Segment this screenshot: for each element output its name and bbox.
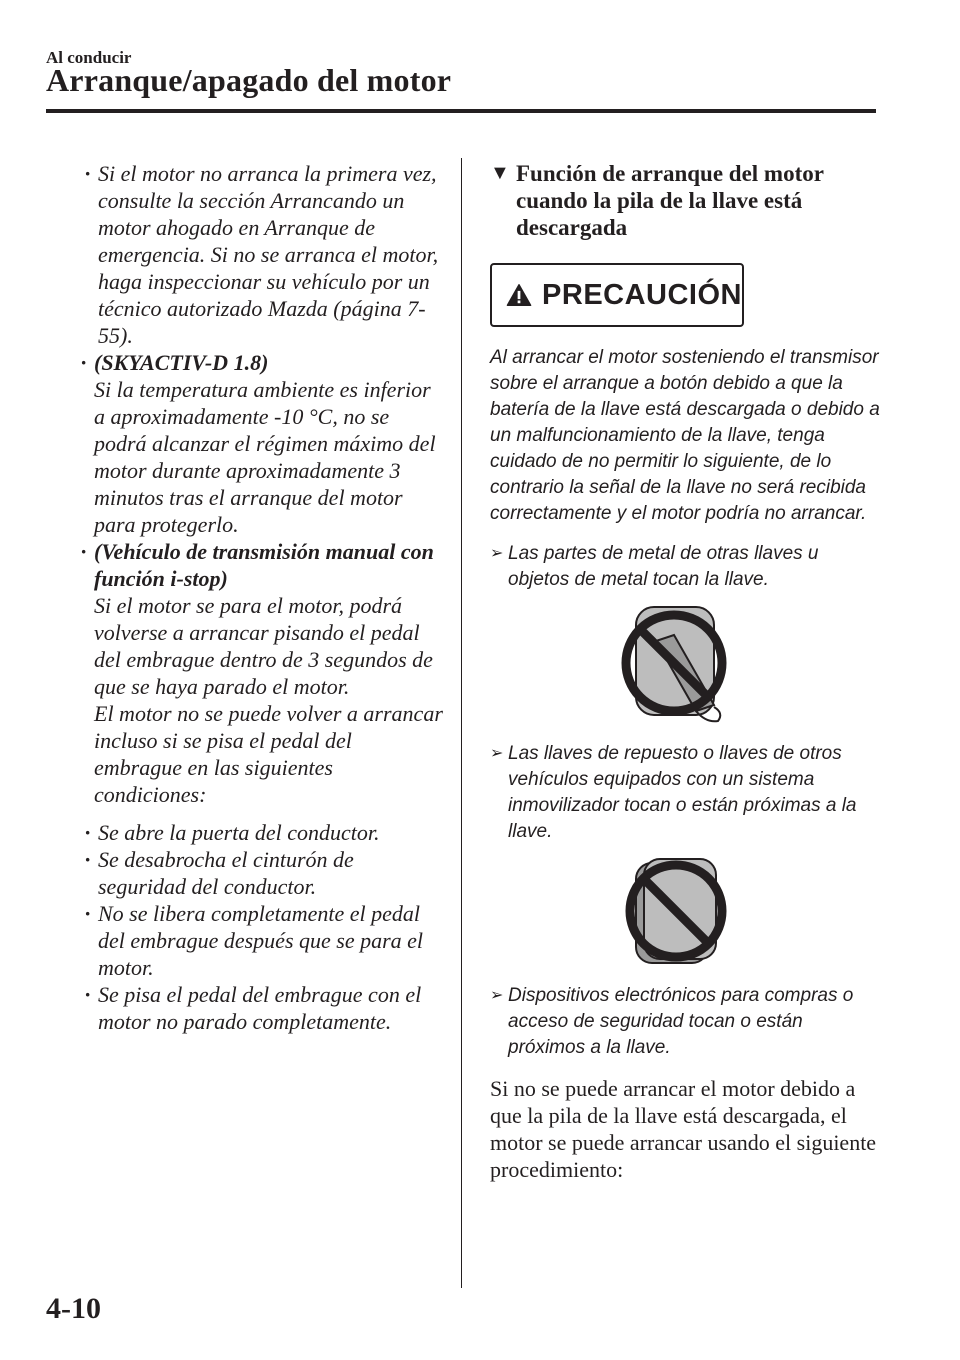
bullet-dot-icon: · [84, 982, 92, 1007]
section-heading: ▼ Función de arranque del motor cuando la pila de la llave está descargada [490, 161, 824, 240]
arrow-right-icon: ➢ [490, 987, 504, 1004]
bullet-dot-icon: · [84, 847, 92, 872]
bullet-dot-icon: · [80, 539, 88, 564]
bullet-manual-istop: · (Vehículo de transmisión manual con función i-stop) Si el motor se para el motor, podrá volverse a arrancar pisando el pedal del embrague dentro de 3 segundos de que se haya parado el motor. El motor no se puede volver a arrancar incluso si se pisa el pedal del embrague en las siguientes condiciones: [80, 539, 443, 807]
left-column [76, 160, 444, 1035]
sub-bullet-flooded: · Si el motor no arranca la primera vez, consulte la sección Arrancando un motor ahogado en Arranque de emergencia. Si no se arranca el motor, haga inspeccionar su vehículo por un técnico autorizado Mazda (página 7-55). [84, 161, 439, 348]
bullet-dot-icon: · [80, 350, 88, 375]
bullet-dot-icon: · [84, 901, 92, 926]
page-number: 4-10 [46, 1292, 101, 1325]
right-column [490, 160, 880, 1183]
condition-item: · Se desabrocha el cinturón de seguridad del conductor. [84, 847, 354, 899]
closing-paragraph: Si no se puede arrancar el motor debido a que la pila de la llave está descargada, el motor se puede arrancar usando el siguiente procedimiento: [490, 1076, 877, 1182]
section-label: Al conducir [46, 48, 132, 67]
caution-box [490, 263, 744, 327]
caution-item-electronic: ➢ Dispositivos electrónicos para compras o acceso de seguridad tocan o están próximos a la llave. [490, 985, 854, 1058]
arrow-right-icon: ➢ [490, 745, 504, 762]
caution-text: Al arrancar el motor sosteniendo el transmisor sobre el arranque a botón debido a que la batería de la llave está descargada o debido a un malfuncionamiento de la llave, tenga cuidado de no permitir lo siguiente, de lo contrario la señal de la llave no será recibida correctamente y el motor podría no arrancar. [490, 347, 880, 524]
triangle-down-icon: ▼ [490, 162, 510, 184]
condition-item: · Se abre la puerta del conductor. [84, 820, 380, 845]
caution-item-metal: ➢ Las partes de metal de otras llaves u objetos de metal tocan la llave. [490, 543, 819, 590]
condition-item: · Se pisa el pedal del embrague con el motor no parado completamente. [84, 982, 422, 1034]
warning-triangle-icon [506, 278, 532, 312]
column-divider [461, 158, 462, 1288]
key-metal-prohibited-illustration [596, 601, 756, 731]
arrow-right-icon: ➢ [490, 545, 504, 562]
title-rule [46, 109, 876, 113]
page-title: Arranque/apagado del motor [46, 62, 452, 98]
caution-label: PRECAUCIÓN [542, 278, 742, 311]
caution-item-spare-keys: ➢ Las llaves de repuesto o llaves de otros vehículos equipados con un sistema inmovilizador tocan o están próximas a la llave. [490, 743, 857, 842]
bullet-dot-icon: · [84, 820, 92, 845]
bullet-dot-icon: · [84, 161, 92, 186]
bullet-skyactiv: · (SKYACTIV-D 1.8) Si la temperatura ambiente es inferior a aproximadamente -10 °C, no se podrá alcanzar el régimen máximo del motor durante aproximadamente 3 minutos tras el arranque del motor para protegerlo. [80, 350, 436, 537]
condition-item: · No se libera completamente el pedal del embrague después que se para el motor. [84, 901, 424, 980]
key-spare-prohibited-illustration [596, 853, 756, 973]
